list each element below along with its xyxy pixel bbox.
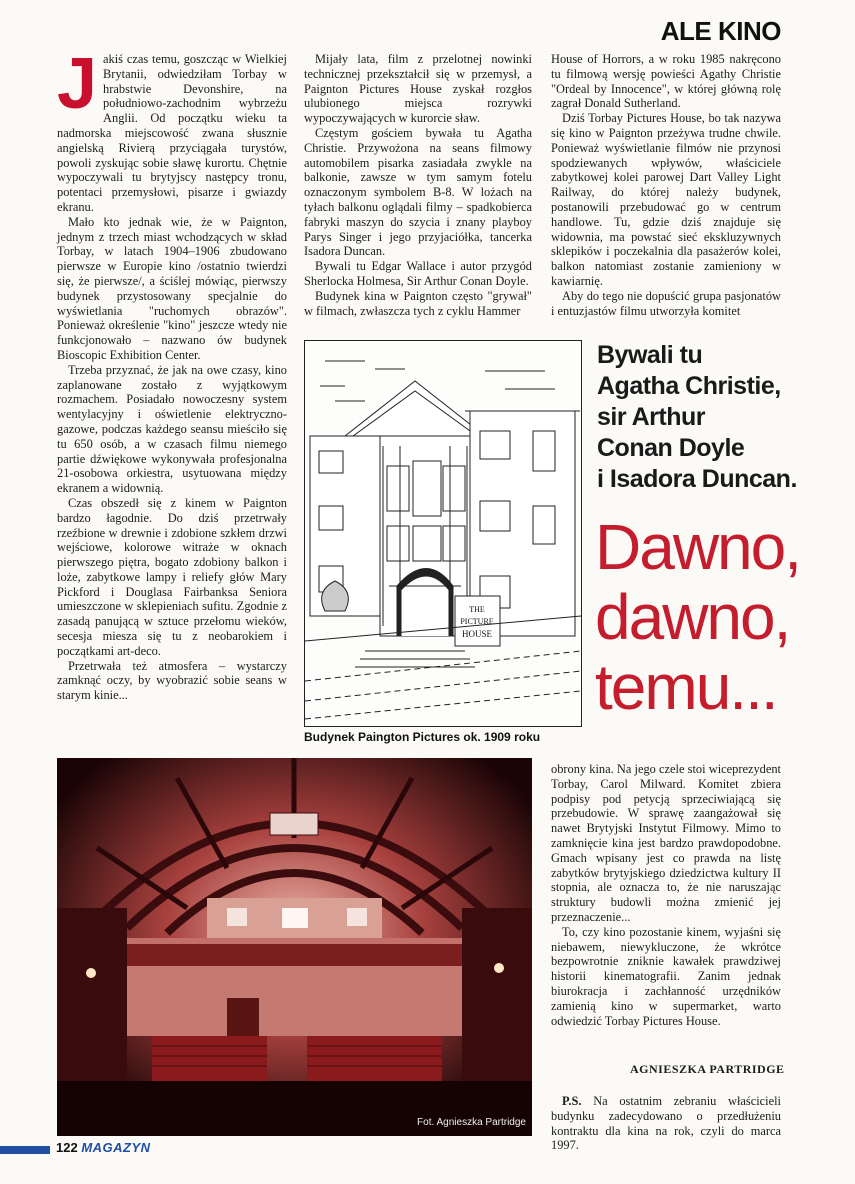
building-sketch-image	[304, 340, 582, 727]
paragraph: Budynek kina w Paignton często "grywał" w filmach, zwłaszcza tych z cyklu Hammer	[304, 288, 532, 318]
paragraph: Mało kto jednak wie, że w Paignton, jednym z trzech miast wchodzących w skład Torbay, w latach 1904–1906 zbudowano pierwsze w Europie kino /ostatnio twierdzi się, że pierwsze/, a ściślej mówiąc, pierwszy budynek przystosowany specjalnie do wyświetlania "ruchomych obrazów". Ponieważ określenie "kino" jeszcze wtedy nie funkcjonowało – nazwano ów budynek Bioscopic Exhibition Center.	[57, 214, 287, 362]
sign-text-3: HOUSE	[461, 629, 493, 639]
paragraph: Aby do tego nie dopuścić grupa pasjonatów i entuzjastów filmu utworzyła komitet	[551, 288, 781, 318]
paragraph: obrony kina. Na jego czele stoi wiceprezydent Torbay, Carol Milward. Komitet zbiera podpisy pod petycją sprzeciwiającą się przebudowie. W sprawę zaangażował się nawet Brytyjski Instytut Filmowy. Mimo to zamknięcie kina jest bardzo prawdopodobne. Gmach wpisany jest co prawda na listę zabytków brytyjskiego dziedzictwa kultury II stopnia, ale oznacza to, że nie naruszając struktury budowli można zmienić jej przeznaczenie...	[551, 762, 781, 924]
paragraph: akiś czas temu, goszcząc w Wielkiej Brytanii, odwiedziłam Torbay w hrabstwie Devonshire, na południowo-zachodnim wybrzeżu Anglii. Od początku wieku ta nadmorska miejscowość zwana słusznie angielską Rivierą przyciągała turystów, powoli zyskując sobie sławę kurortu. Chętnie wypoczywali tu brytyjscy następcy tronu, potentaci przemysłowi, pisarze i gwiazdy ekranu.	[57, 52, 287, 214]
paragraph: To, czy kino pozostanie kinem, wyjaśni się niebawem, niewykluczone, że wkrótce bezpowrotnie zniknie kawałek prawdziwej historii kinematografii. Zanim jednak biurokracja i zachłanność urzędników zamienią kino w supermarket, warto odwiedzić Torbay Pictures House.	[551, 924, 781, 1028]
magazine-name: MAGAZYN	[81, 1140, 151, 1155]
pull-quote-line: Conan Doyle	[597, 434, 745, 462]
ps-text: Na ostatnim zebraniu właścicieli budynku zadecydowano o przedłużeniu kontraktu dla kina na rok, czyli do marca 1997.	[551, 1094, 781, 1153]
paragraph: Dziś Torbay Pictures House, bo tak nazywa się kino w Paignton przeżywa trudne chwile. Ponieważ wyświetlanie filmów nie przynosi spodziewanych wpływów, właściciele zabytkowej kolei parowej Dart Valley Light Railway, do której należy budynek, postanowili przebudować go w centrum handlowe. Tu, gdzie dziś znajduje się widownia, ma powstać sieć ekskluzywnych sklepików i poczekalnia dla pasażerów kolei, balkon natomiast zostanie zamieniony w kawiarnię.	[551, 111, 781, 288]
author-byline: AGNIESZKA PARTRIDGE	[630, 1062, 785, 1076]
paragraph: Częstym gościem bywała tu Agatha Christie. Przywożona na seans filmowy automobilem pisarka zasiadała zwykle na balkonie, zawsze w tym samym fotelu oznaczonym symbolem B-8. W lożach na tyłach balkonu oglądali filmy – spadkobierca fabryki maszyn do szycia i znany playboy Parys Singer i jego przyjaciółka, tancerka Isadora Duncan.	[304, 125, 532, 259]
paragraph: Mijały lata, film z przelotnej nowinki technicznej przekształcił się w przemysł, a Paignton Pictures House zyskał rozgłos ulubionego miejsca rozrywki wypoczywających w kurorcie sław.	[304, 52, 532, 126]
cinema-interior-photo	[57, 758, 532, 1136]
page-footer	[0, 1140, 300, 1160]
building-illustration	[305, 341, 581, 726]
pull-quote	[597, 340, 797, 495]
article-title	[595, 512, 800, 722]
drop-cap: J	[57, 44, 98, 124]
page-number-line	[56, 1140, 151, 1155]
article-column-2	[304, 52, 532, 318]
paragraph: Czas obszedł się z kinem w Paignton bardzo łagodnie. Do dziś przetrwały rzeźbione w drewnie i zdobione szkłem drzwi wejściowe, kolorowe witraże w oknach pierwszego piętra, bogato zdobiony balkon i loże, zabytkowe lampy i reliefy głów Mary Pickford i Douglasa Fairbanksa Seniora umieszczone w sklepieniach sufitu. Zgodnie z zasadą panującą w sztuce przełomu wieków, secesja miesza się tu z neobarokiem i początkami art-deco.	[57, 495, 287, 658]
paragraph: Bywali tu Edgar Wallace i autor przygód Sherlocka Holmesa, Sir Arthur Conan Doyle.	[304, 259, 532, 288]
title-line: Dawno,	[595, 511, 800, 583]
article-column-4	[551, 762, 781, 1028]
pull-quote-line: i Isadora Duncan.	[597, 465, 797, 493]
title-line: dawno,	[595, 581, 790, 653]
paragraph: Trzeba przyznać, że jak na owe czasy, kino zaplanowane zostało z wyjątkowym rozmachem. Posiadało nowoczesny system wentylacyjny i oświetlenie elektryczno-gazowe, podczas każdego seansu mieściło się tu 650 osób, a w czasach filmu niemego partie dźwiękowe wykonywała profesjonalna 21-osobowa orkiestra, usytuowana między ekranem a widownią.	[57, 362, 287, 496]
interior-illustration	[57, 758, 532, 1136]
photo-credit: Fot. Agnieszka Partridge	[417, 1117, 526, 1128]
sign-text-2: PICTURE	[460, 617, 494, 626]
section-label: ALE KINO	[660, 16, 781, 46]
paragraph: House of Horrors, a w roku 1985 nakręcono tu filmową wersję powieści Agathy Christie "Ordeal by Innocence", w której główną rolę zagrał Donald Sutherland.	[551, 52, 781, 111]
sign-text-1: THE	[469, 605, 485, 614]
article-column-3	[551, 52, 781, 318]
title-line: temu...	[595, 651, 777, 723]
page-number: 122	[56, 1140, 78, 1155]
pull-quote-line: Bywali tu	[597, 341, 703, 369]
pull-quote-line: sir Arthur	[597, 403, 705, 431]
postscript	[551, 1094, 781, 1153]
footer-bar	[0, 1146, 50, 1154]
figure-caption: Budynek Paington Pictures ok. 1909 roku	[304, 730, 541, 744]
paragraph: Przetrwała też atmosfera – wystarczy zamknąć oczy, by wyobrazić sobie seans w starym kinie...	[57, 658, 287, 703]
article-column-1	[57, 44, 287, 703]
pull-quote-line: Agatha Christie,	[597, 372, 781, 400]
ps-label: P.S.	[562, 1094, 582, 1108]
